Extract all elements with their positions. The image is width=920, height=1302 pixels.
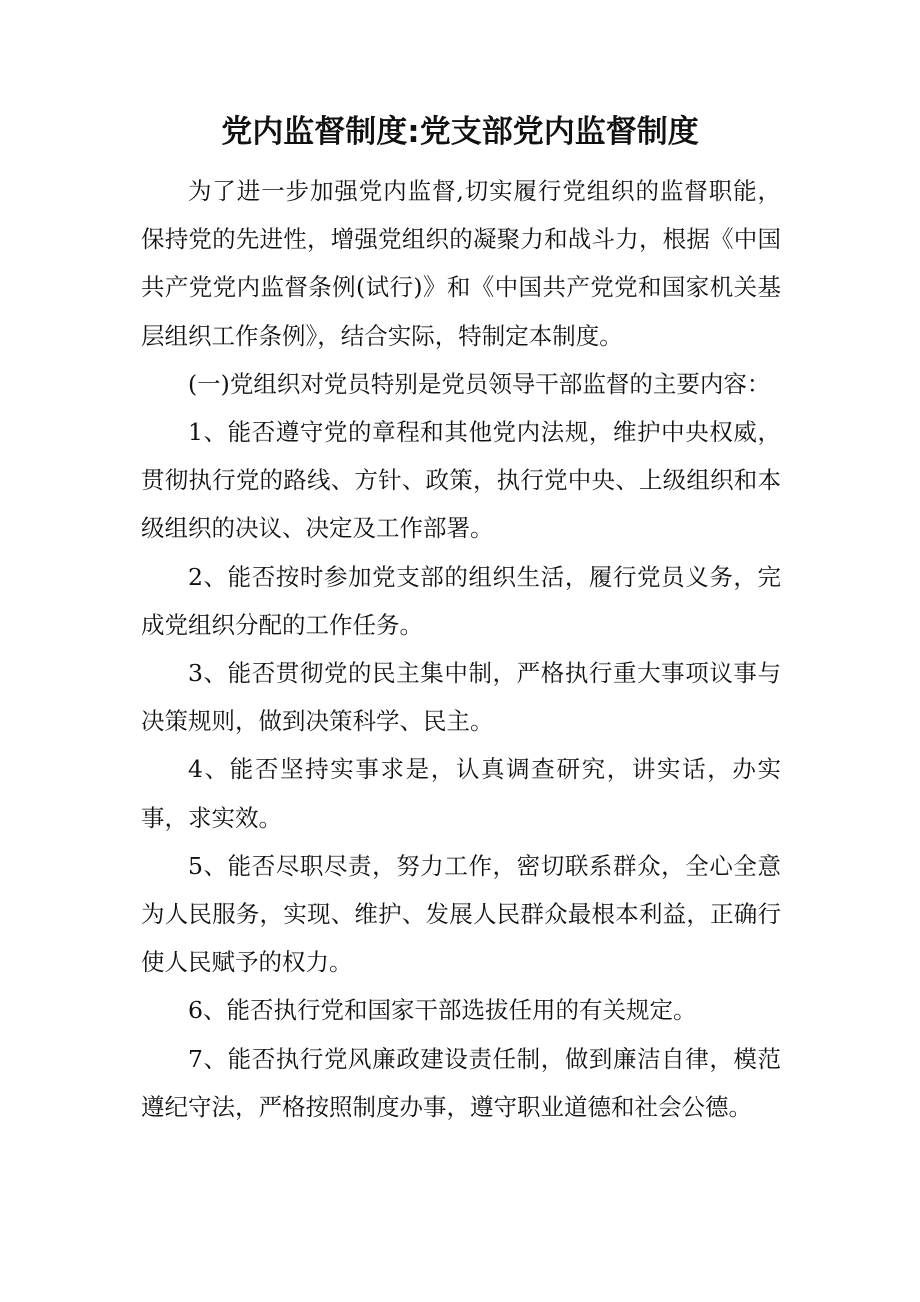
document-title: 党内监督制度:党支部党内监督制度 xyxy=(221,114,699,150)
document-body xyxy=(141,167,781,1131)
paragraph-section-heading: (一)党组织对党员特别是党员领导干部监督的主要内容： xyxy=(188,369,771,398)
paragraph-item-6: 6、能否执行党和国家干部选拔任用的有关规定。 xyxy=(188,996,697,1025)
paragraph-item-1: 1、能否遵守党的章程和其他党内法规，维护中央权威，贯彻执行党的路线、方针、政策，执行党中央、上级组织和本级组织的决议、决定及工作部署。 xyxy=(141,418,781,543)
paragraph-item-3: 3、能否贯彻党的民主集中制，严格执行重大事项议事与决策规则，做到决策科学、民主。 xyxy=(141,659,781,736)
paragraph-item-5: 5、能否尽职尽责，努力工作，密切联系群众，全心全意为人民服务，实现、维护、发展人民群众最根本利益，正确行使人民赋予的权力。 xyxy=(141,851,781,977)
paragraph-item-4: 4、能否坚持实事求是，认真调查研究，讲实话，办实事，求实效。 xyxy=(141,755,781,832)
paragraph-intro: 为了进一步加强党内监督,切实履行党组织的监督职能，保持党的先进性，增强党组织的凝聚力和战斗力，根据《中国共产党党内监督条例(试行)》和《中国共产党党和国家机关基层组织工作条例》，结合实际，特制定本制度。 xyxy=(141,177,781,350)
paragraph-item-7: 7、能否执行党风廉政建设责任制，做到廉洁自律，模范遵纪守法，严格按照制度办事，遵守职业道德和社会公德。 xyxy=(141,1044,781,1121)
paragraph-item-2: 2、能否按时参加党支部的组织生活，履行党员义务，完成党组织分配的工作任务。 xyxy=(141,562,781,639)
